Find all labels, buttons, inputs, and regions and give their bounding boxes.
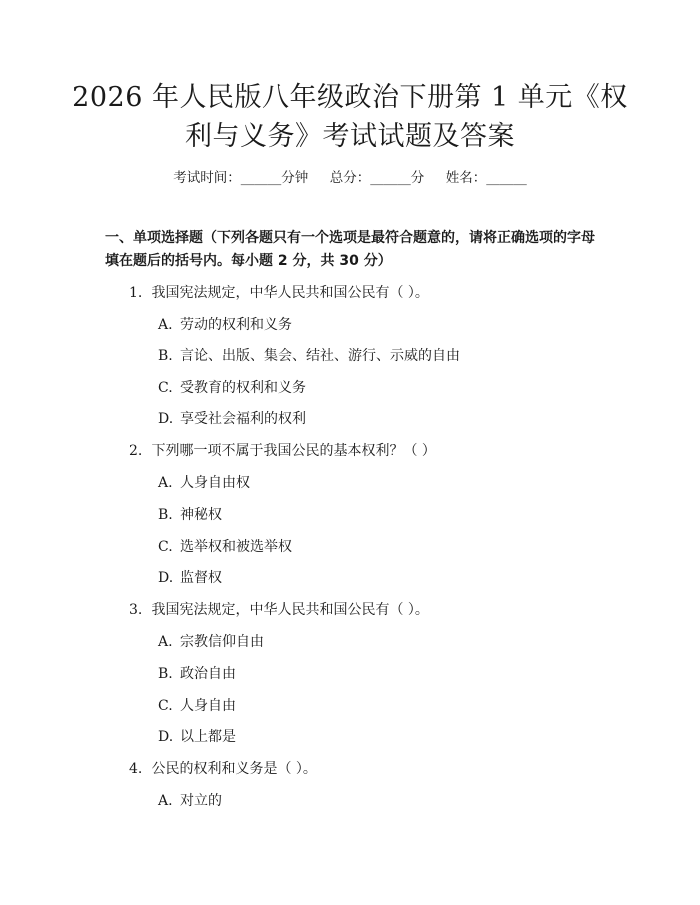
option-letter: C. xyxy=(158,698,173,714)
question-1-option-c xyxy=(158,378,306,398)
question-text: 公民的权利和义务是（ ）。 xyxy=(151,761,317,777)
question-text: 我国宪法规定，中华人民共和国公民有（ ）。 xyxy=(151,285,429,301)
question-3-option-b xyxy=(158,664,236,684)
option-letter: A. xyxy=(158,793,173,809)
question-2-option-b xyxy=(158,505,222,525)
option-letter: B. xyxy=(158,348,173,364)
question-number: 4. xyxy=(129,761,143,777)
question-2-option-d xyxy=(158,568,222,588)
option-letter: D. xyxy=(158,570,174,586)
option-letter: D. xyxy=(158,729,174,745)
option-text: 人身自由 xyxy=(180,698,236,714)
section-heading-line-2: 填在题后的括号内。每小题 2 分，共 30 分） xyxy=(105,253,392,269)
question-1-option-b xyxy=(158,346,460,366)
question-2-option-a xyxy=(158,473,250,493)
option-text: 人身自由权 xyxy=(180,475,250,491)
option-text: 神秘权 xyxy=(180,507,222,523)
question-1-option-a xyxy=(158,315,292,335)
question-number: 3. xyxy=(129,602,143,618)
option-letter: A. xyxy=(158,475,173,491)
option-letter: A. xyxy=(158,634,173,650)
exam-info-line: 考试时间：______分钟 总分：______分 姓名：______ xyxy=(173,170,527,186)
option-text: 选举权和被选举权 xyxy=(180,539,292,555)
question-text: 下列哪一项不属于我国公民的基本权利？（ ） xyxy=(151,443,436,459)
page-title-line-1: 2026 年人民版八年级政治下册第 1 单元《权 xyxy=(72,82,628,113)
option-text: 监督权 xyxy=(180,570,222,586)
question-4-option-a xyxy=(158,791,222,811)
question-2 xyxy=(129,441,436,461)
question-number: 1. xyxy=(129,285,143,301)
option-text: 劳动的权利和义务 xyxy=(180,317,292,333)
question-text: 我国宪法规定，中华人民共和国公民有（ ）。 xyxy=(151,602,429,618)
page-title-line-2: 利与义务》考试试题及答案 xyxy=(185,121,515,152)
option-text: 享受社会福利的权利 xyxy=(180,411,306,427)
option-text: 对立的 xyxy=(180,793,222,809)
option-text: 言论、出版、集会、结社、游行、示威的自由 xyxy=(180,348,460,364)
option-text: 宗教信仰自由 xyxy=(180,634,264,650)
option-text: 以上都是 xyxy=(180,729,236,745)
question-3-option-c xyxy=(158,696,236,716)
option-letter: C. xyxy=(158,380,173,396)
option-text: 受教育的权利和义务 xyxy=(180,380,306,396)
question-1-option-d xyxy=(158,409,306,429)
option-text: 政治自由 xyxy=(180,666,236,682)
question-4 xyxy=(129,759,317,779)
option-letter: A. xyxy=(158,317,173,333)
section-heading-line-1: 一、单项选择题（下列各题只有一个选项是最符合题意的，请将正确选项的字母 xyxy=(105,230,595,246)
question-3-option-a xyxy=(158,632,264,652)
question-3 xyxy=(129,600,429,620)
question-number: 2. xyxy=(129,443,143,459)
option-letter: B. xyxy=(158,666,173,682)
question-2-option-c xyxy=(158,537,292,557)
option-letter: D. xyxy=(158,411,174,427)
option-letter: C. xyxy=(158,539,173,555)
question-1 xyxy=(129,283,429,303)
option-letter: B. xyxy=(158,507,173,523)
question-3-option-d xyxy=(158,727,236,747)
